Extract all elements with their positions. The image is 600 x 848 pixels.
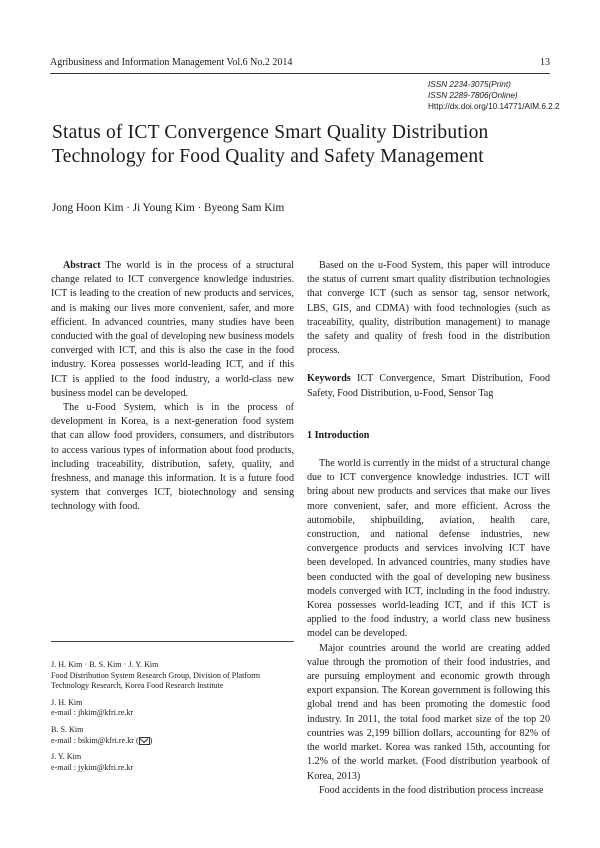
footnote <box>51 660 301 773</box>
title-line: Technology for Food Quality and Safety Management <box>52 146 484 167</box>
body-paragraph: Food accidents in the food distribution process increase <box>319 784 544 796</box>
keywords-heading: Keywords <box>307 373 351 385</box>
affiliation-names: J. H. Kim · B. S. Kim · J. Y. Kim <box>51 660 159 669</box>
identifiers <box>428 79 560 112</box>
author-email[interactable]: e-mail : jykim@kfri.re.kr <box>51 762 134 772</box>
body-paragraph: The world is currently in the midst of a structural change due to ICT convergence knowledge industries. ICT will bring about new products and services that make our lives more convenient, safer, and more efficient. Across the automobile, shipbuilding, aviation, health care, construction, and national defense industries, new convergence products and services involving ICT have been developed. In advanced countries, many studies have been conducted with the goal of developing new business models converged with ICT, including in the food industry. Korea possesses world-leading ICT, and if this ICT is applied to the food industry, a world class new business model can be developed. <box>307 458 550 640</box>
author-list: Jong Hoon Kim · Ji Young Kim · Byeong Sam Kim <box>52 202 285 214</box>
abstract-heading: Abstract <box>63 260 101 271</box>
section-heading: 1 Introduction <box>307 429 370 441</box>
author-email[interactable]: e-mail : bskim@kfri.re.kr <box>51 735 134 745</box>
page-number: 13 <box>540 57 550 68</box>
abstract-paragraph: The u-Food System, which is in the process of development in Korea, is a next-generation food system that can allow food providers, consumers, and distributors to access various types of information about food products, including traceability, distribution, safety, quality, and freshness, and manage this information. It is a future food system that converges ICT, biotechnology and sensing technology with food. <box>51 402 294 513</box>
header-rule <box>50 73 550 74</box>
envelope-icon <box>139 737 150 745</box>
right-column <box>307 259 550 798</box>
affiliation-line: Food Distribution System Research Group, Division of Platform <box>51 670 261 680</box>
footnote-rule <box>51 641 294 642</box>
author-name: B. S. Kim <box>51 724 84 734</box>
keywords-paragraph <box>307 372 550 400</box>
issn-print: ISSN 2234-3075(Print) <box>428 80 511 89</box>
doi-link[interactable]: Http://dx.doi.org/10.14771/AIM.6.2.2 <box>428 102 560 111</box>
issn-online: ISSN 2289-7806(Online) <box>428 91 518 100</box>
title-line: Status of ICT Convergence Smart Quality Distribution <box>52 122 489 143</box>
author-email-row: e-mail : bskim@kfri.re.kr ( ) <box>51 735 153 745</box>
keywords-text: ICT Convergence, Smart Distribution, Food Safety, Food Distribution, u-Food, Sensor Tag <box>307 373 550 399</box>
abstract-text: The world is in the process of a structural change related to ICT convergence knowledge industries. ICT is leading to the creation of new products and services, and is making our lives more convenient, safer, and more efficient. In advanced countries, many studies have been conducted with the goal of developing new business models converged with ICT, and this is also the case in the food industry. Korea possesses world-leading ICT, and if this ICT is applied to the food industry, a world-class new business model can be developed. <box>51 260 294 399</box>
author-email[interactable]: e-mail : jhkim@kfri.re.kr <box>51 708 134 718</box>
author-name: J. Y. Kim <box>51 752 82 762</box>
paper-title <box>52 121 552 169</box>
abstract-paragraph <box>51 259 294 401</box>
abstract-paragraph: Based on the u-Food System, this paper will introduce the status of current smart quality distribution technologies that converge ICT (such as sensor tag, sensor network, LBS, GIS, and CDMA) with food technologies (such as traceability, quality, distribution management) to manage the safety and quality of fresh food in the distribution process. <box>307 260 550 357</box>
journal-name: Agribusiness and Information Management Vol.6 No.2 2014 <box>50 57 293 68</box>
body-paragraph: Major countries around the world are creating added value through the promotion of their food industries, and are pursuing employment and economic growth through export expansion. The Korean government is following this global trend and has been promoting the domestic food industry. In 2011, the total food market size of the top 20 countries was 2,199 billion dollars, accounting for 82% of the world market. Korea was ranked 15th, accounting for 1.2% of the world market. (Food distribution yearbook of Korea, 2013) <box>307 642 550 782</box>
left-column <box>51 259 294 515</box>
running-head <box>50 57 550 68</box>
author-name: J. H. Kim <box>51 697 83 707</box>
affiliation-line: Technology Research, Korea Food Research Institute <box>51 681 224 691</box>
